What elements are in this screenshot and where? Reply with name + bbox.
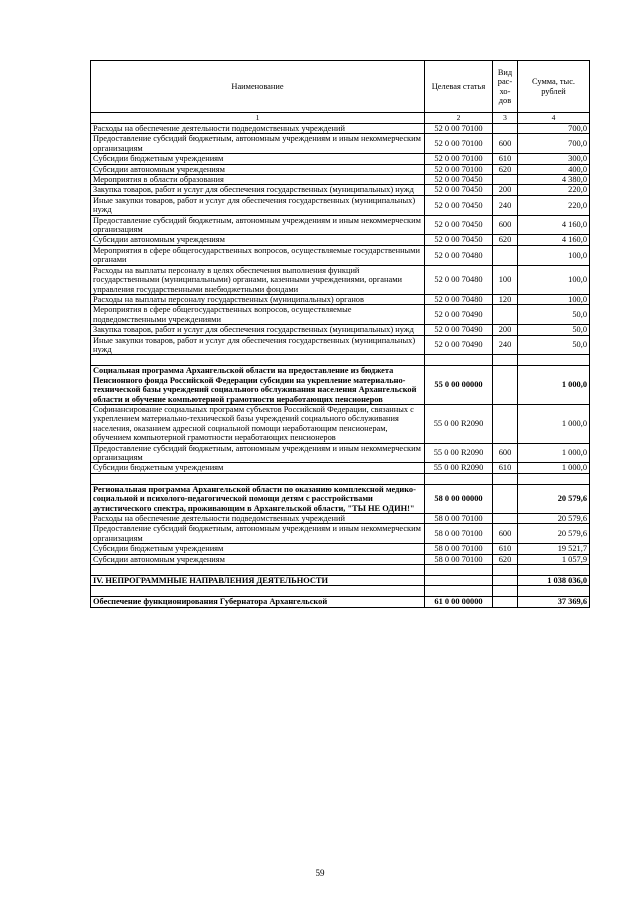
cell-name: Субсидии автономным учреждениям [91, 164, 425, 174]
cell-name: Субсидии бюджетным учреждениям [91, 463, 425, 473]
cell-code: 55 0 00 00000 [425, 366, 493, 405]
section-row [91, 597, 590, 607]
table-row [91, 154, 590, 164]
cell-type: 600 [493, 215, 518, 235]
cell-code: 52 0 00 70490 [425, 335, 493, 355]
cell-sum: 1 000,0 [518, 366, 590, 405]
budget-table-container [90, 60, 589, 608]
cell-sum: 20 579,6 [518, 524, 590, 544]
cell-code: 52 0 00 70490 [425, 325, 493, 335]
cell-type [493, 597, 518, 607]
spacer-row [91, 565, 590, 576]
spacer-row [91, 473, 590, 484]
cell-name: Иные закупки товаров, работ и услуг для обеспечения государственных (муниципальных) нужд [91, 335, 425, 355]
cell-code: 58 0 00 70100 [425, 544, 493, 554]
header-name: Наименование [91, 61, 425, 113]
empty-cell [493, 355, 518, 366]
table-row [91, 124, 590, 134]
cell-type: 200 [493, 325, 518, 335]
cell-code: 52 0 00 70100 [425, 164, 493, 174]
cell-type: 610 [493, 544, 518, 554]
cell-code: 52 0 00 70450 [425, 175, 493, 185]
cell-sum: 1 000,0 [518, 443, 590, 463]
cell-type: 200 [493, 185, 518, 195]
empty-cell [91, 565, 425, 576]
table-row [91, 215, 590, 235]
cell-sum: 1 000,0 [518, 404, 590, 443]
cell-type: 100 [493, 265, 518, 294]
section-row [91, 576, 590, 586]
empty-cell [91, 586, 425, 597]
column-number-row [91, 113, 590, 124]
cell-type: 600 [493, 443, 518, 463]
cell-code: 55 0 00 R2090 [425, 443, 493, 463]
empty-cell [518, 586, 590, 597]
cell-code: 52 0 00 70450 [425, 195, 493, 215]
table-row [91, 404, 590, 443]
cell-sum: 37 369,6 [518, 597, 590, 607]
cell-name: Предоставление субсидий бюджетным, автономным учреждениям и иным некоммерческим организациям [91, 134, 425, 154]
table-row [91, 335, 590, 355]
cell-code: 52 0 00 70450 [425, 235, 493, 245]
cell-name: Предоставление субсидий бюджетным, автономным учреждениям и иным некоммерческим организациям [91, 524, 425, 544]
cell-sum: 1 057,9 [518, 554, 590, 564]
cell-name: Закупка товаров, работ и услуг для обеспечения государственных (муниципальных) нужд [91, 185, 425, 195]
table-row [91, 443, 590, 463]
cell-sum: 220,0 [518, 195, 590, 215]
table-row [91, 265, 590, 294]
cell-type [493, 124, 518, 134]
budget-table [90, 60, 590, 608]
cell-name: Мероприятия в области образования [91, 175, 425, 185]
cell-sum: 700,0 [518, 124, 590, 134]
header-type: Вид рас-хо-дов [493, 61, 518, 113]
cell-type: 600 [493, 524, 518, 544]
cell-name: Субсидии автономным учреждениям [91, 554, 425, 564]
cell-sum: 300,0 [518, 154, 590, 164]
table-row [91, 195, 590, 215]
table-body [91, 124, 590, 608]
cell-code: 52 0 00 70100 [425, 134, 493, 154]
col-number: 3 [493, 113, 518, 124]
cell-code: 55 0 00 R2090 [425, 404, 493, 443]
empty-cell [518, 355, 590, 366]
cell-name: Социальная программа Архангельской области на предоставление из бюджета Пенсионного фонда Российской Федерации субсидии на укрепление материально-технической базы учреждений социального обслуживания населения Архангельской области и обучение компьютерной грамотности неработающих пенсионеров [91, 366, 425, 405]
empty-cell [518, 473, 590, 484]
table-row [91, 463, 590, 473]
cell-name: Софинансирование социальных программ субъектов Российской Федерации, связанных с укреплением материально-технической базы учреждений социального обслуживания населения, оказанием адресной социальной помощи неработающим пенсионерам, обучением компьютерной грамотности неработающих пенсионеров [91, 404, 425, 443]
cell-type [493, 245, 518, 265]
cell-name: Закупка товаров, работ и услуг для обеспечения государственных (муниципальных) нужд [91, 325, 425, 335]
cell-sum: 20 579,6 [518, 484, 590, 513]
table-row [91, 325, 590, 335]
cell-type [493, 514, 518, 524]
page-number: 59 [315, 868, 325, 878]
empty-cell [493, 586, 518, 597]
cell-name: Иные закупки товаров, работ и услуг для обеспечения государственных (муниципальных) нужд [91, 195, 425, 215]
section-row [91, 366, 590, 405]
cell-sum: 220,0 [518, 185, 590, 195]
cell-name: Предоставление субсидий бюджетным, автономным учреждениям и иным некоммерческим организациям [91, 443, 425, 463]
cell-sum: 1 000,0 [518, 463, 590, 473]
cell-name: Расходы на обеспечение деятельности подведомственных учреждений [91, 124, 425, 134]
cell-sum: 4 160,0 [518, 235, 590, 245]
cell-code: 52 0 00 70480 [425, 245, 493, 265]
section-row [91, 484, 590, 513]
empty-cell [425, 586, 493, 597]
cell-code: 52 0 00 70100 [425, 154, 493, 164]
cell-name: Субсидии бюджетным учреждениям [91, 154, 425, 164]
cell-sum: 4 160,0 [518, 215, 590, 235]
cell-type [493, 366, 518, 405]
cell-sum: 100,0 [518, 265, 590, 294]
table-header-row [91, 61, 590, 113]
cell-code: 61 0 00 00000 [425, 597, 493, 607]
cell-code: 52 0 00 70480 [425, 294, 493, 304]
table-row [91, 544, 590, 554]
empty-cell [91, 355, 425, 366]
cell-name: Предоставление субсидий бюджетным, автономным учреждениям и иным некоммерческим организациям [91, 215, 425, 235]
cell-code: 52 0 00 70100 [425, 124, 493, 134]
cell-name: Мероприятия в сфере общегосударственных вопросов, осуществляемые подведомственными учреждениями [91, 305, 425, 325]
empty-cell [425, 473, 493, 484]
table-row [91, 164, 590, 174]
cell-sum: 4 380,0 [518, 175, 590, 185]
cell-name: Расходы на выплаты персоналу в целях обеспечения выполнения функций государственными (муниципальными) органами, казенными учреждениями, органами управления государственными внебюджетными фондами [91, 265, 425, 294]
table-row [91, 514, 590, 524]
cell-name: Расходы на выплаты персоналу государственных (муниципальных) органов [91, 294, 425, 304]
cell-type: 620 [493, 554, 518, 564]
table-row [91, 185, 590, 195]
spacer-row [91, 355, 590, 366]
table-row [91, 554, 590, 564]
cell-sum: 700,0 [518, 134, 590, 154]
col-number: 1 [91, 113, 425, 124]
cell-code: 52 0 00 70450 [425, 215, 493, 235]
cell-code [425, 576, 493, 586]
cell-type: 620 [493, 164, 518, 174]
empty-cell [425, 565, 493, 576]
cell-name: IV. НЕПРОГРАММНЫЕ НАПРАВЛЕНИЯ ДЕЯТЕЛЬНОСТИ [91, 576, 425, 586]
empty-cell [425, 355, 493, 366]
cell-code: 52 0 00 70450 [425, 185, 493, 195]
header-code: Целевая статья [425, 61, 493, 113]
cell-sum: 100,0 [518, 294, 590, 304]
cell-type [493, 576, 518, 586]
cell-code: 58 0 00 70100 [425, 524, 493, 544]
cell-sum: 400,0 [518, 164, 590, 174]
empty-cell [518, 565, 590, 576]
cell-type [493, 484, 518, 513]
table-row [91, 235, 590, 245]
cell-name: Субсидии бюджетным учреждениям [91, 544, 425, 554]
cell-type: 620 [493, 235, 518, 245]
header-sum: Сумма, тыс. рублей [518, 61, 590, 113]
cell-sum: 1 038 036,0 [518, 576, 590, 586]
cell-type [493, 175, 518, 185]
empty-cell [91, 473, 425, 484]
cell-sum: 50,0 [518, 335, 590, 355]
cell-name: Региональная программа Архангельской области по оказанию комплексной медико-социальной и психолого-педагогической помощи детям с расстройствами аутистического спектра, проживающим в Архангельской области, "ТЫ НЕ ОДИН!" [91, 484, 425, 513]
cell-type: 240 [493, 195, 518, 215]
table-row [91, 305, 590, 325]
table-row [91, 134, 590, 154]
table-row [91, 175, 590, 185]
col-number: 2 [425, 113, 493, 124]
cell-name: Обеспечение функционирования Губернатора Архангельской [91, 597, 425, 607]
empty-cell [493, 565, 518, 576]
cell-sum: 50,0 [518, 325, 590, 335]
spacer-row [91, 586, 590, 597]
cell-type: 600 [493, 134, 518, 154]
cell-code: 58 0 00 70100 [425, 514, 493, 524]
cell-sum: 20 579,6 [518, 514, 590, 524]
table-row [91, 524, 590, 544]
cell-sum: 100,0 [518, 245, 590, 265]
cell-code: 55 0 00 R2090 [425, 463, 493, 473]
cell-type: 610 [493, 463, 518, 473]
cell-type [493, 305, 518, 325]
col-number: 4 [518, 113, 590, 124]
empty-cell [493, 473, 518, 484]
cell-code: 52 0 00 70490 [425, 305, 493, 325]
table-row [91, 294, 590, 304]
cell-type: 120 [493, 294, 518, 304]
cell-name: Субсидии автономным учреждениям [91, 235, 425, 245]
cell-code: 58 0 00 70100 [425, 554, 493, 564]
cell-name: Расходы на обеспечение деятельности подведомственных учреждений [91, 514, 425, 524]
cell-type [493, 404, 518, 443]
cell-name: Мероприятия в сфере общегосударственных вопросов, осуществляемые государственными органами [91, 245, 425, 265]
cell-code: 58 0 00 00000 [425, 484, 493, 513]
cell-sum: 19 521,7 [518, 544, 590, 554]
table-row [91, 245, 590, 265]
cell-sum: 50,0 [518, 305, 590, 325]
cell-type: 240 [493, 335, 518, 355]
cell-type: 610 [493, 154, 518, 164]
cell-code: 52 0 00 70480 [425, 265, 493, 294]
